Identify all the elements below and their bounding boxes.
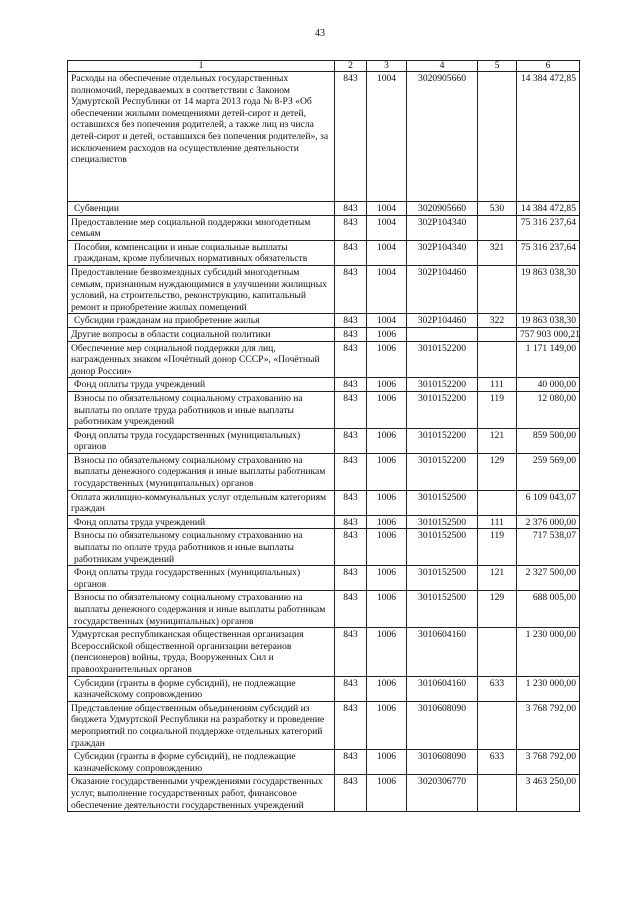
- row-ministry-code: 843: [335, 327, 367, 341]
- row-amount: 3 768 792,00: [517, 750, 580, 775]
- row-section-code: 1006: [367, 515, 407, 529]
- row-description: Другие вопросы в области социальной политики: [68, 327, 335, 341]
- row-description: Представление общественным объединениям субсидий из бюджета Удмуртской Республики на разработку и проведение мероприятий по социальной поддержке отдельных категорий граждан: [68, 701, 335, 749]
- row-description: Субсидии (гранты в форме субсидий), не подлежащие казначейскому сопровождению: [68, 750, 335, 775]
- row-expense-type: 633: [478, 676, 517, 701]
- page-number: 43: [315, 28, 325, 39]
- row-amount: 717 538,07: [517, 529, 580, 566]
- row-expense-type: 119: [478, 391, 517, 428]
- row-section-code: 1004: [367, 215, 407, 240]
- row-expense-type: 129: [478, 591, 517, 628]
- table-row: [68, 391, 580, 428]
- row-target-code: 3010152500: [407, 591, 478, 628]
- row-amount: 14 384 472,85: [517, 202, 580, 216]
- row-amount: 40 000,00: [517, 378, 580, 392]
- row-section-code: 1006: [367, 453, 407, 490]
- row-target-code: 3020905660: [407, 72, 478, 202]
- row-section-code: 1004: [367, 265, 407, 313]
- table-row: [68, 215, 580, 240]
- row-description: Оказание государственными учреждениями государственных услуг, выполнение государственных работ, финансовое обеспечение деятельности государственных учреждений: [68, 775, 335, 812]
- row-section-code: 1006: [367, 628, 407, 676]
- row-target-code: [407, 327, 478, 341]
- row-ministry-code: 843: [335, 314, 367, 328]
- row-amount: 14 384 472,85: [517, 72, 580, 202]
- row-expense-type: 121: [478, 428, 517, 453]
- table-row: [68, 341, 580, 378]
- row-target-code: 3010608090: [407, 750, 478, 775]
- row-target-code: 302Р104460: [407, 265, 478, 313]
- row-section-code: 1006: [367, 490, 407, 515]
- table-row: [68, 327, 580, 341]
- row-amount: 2 376 000,00: [517, 515, 580, 529]
- row-description: Расходы на обеспечение отдельных государственных полномочий, передаваемых в соответствии с Законом Удмуртской Республики от 14 марта 2013 года № 8-РЗ «Об обеспечении жилыми помещениями детей-сирот и детей, оставшихся без попечения родителей, а также лиц из числа детей-сирот и детей, оставшихся без попечения родителей», за исключением расходов на осуществление деятельности специалистов: [68, 72, 335, 202]
- row-expense-type: [478, 265, 517, 313]
- header-cell: 1: [68, 61, 335, 72]
- row-description: Предоставление мер социальной поддержки многодетным семьям: [68, 215, 335, 240]
- table-row: [68, 378, 580, 392]
- row-description: Взносы по обязательному социальному страхованию на выплаты по оплате труда работников и иные выплаты работникам учреждений: [68, 529, 335, 566]
- row-target-code: 3010152200: [407, 453, 478, 490]
- table-row: [68, 490, 580, 515]
- table-row: [68, 202, 580, 216]
- row-target-code: 3010604160: [407, 676, 478, 701]
- row-amount: 19 863 038,30: [517, 265, 580, 313]
- row-section-code: 1006: [367, 676, 407, 701]
- row-ministry-code: 843: [335, 750, 367, 775]
- row-expense-type: 119: [478, 529, 517, 566]
- row-expense-type: [478, 701, 517, 749]
- row-section-code: 1006: [367, 327, 407, 341]
- header-cell: 6: [517, 61, 580, 72]
- row-ministry-code: 843: [335, 676, 367, 701]
- row-amount: 259 569,00: [517, 453, 580, 490]
- row-section-code: 1006: [367, 391, 407, 428]
- table-row: [68, 628, 580, 676]
- row-section-code: 1006: [367, 341, 407, 378]
- row-section-code: 1006: [367, 566, 407, 591]
- row-expense-type: [478, 215, 517, 240]
- header-cell: 4: [407, 61, 478, 72]
- row-section-code: 1004: [367, 314, 407, 328]
- row-description: Оплата жилищно-коммунальных услуг отдельным категориям граждан: [68, 490, 335, 515]
- table-row: [68, 314, 580, 328]
- row-description: Субвенции: [68, 202, 335, 216]
- row-ministry-code: 843: [335, 490, 367, 515]
- row-expense-type: 321: [478, 240, 517, 265]
- row-description: Субсидии (гранты в форме субсидий), не подлежащие казначейскому сопровождению: [68, 676, 335, 701]
- row-description: Удмуртская республиканская общественная организация Всероссийской общественной организации ветеранов (пенсионеров) войны, труда, Вооруженных Сил и правоохранительных органов: [68, 628, 335, 676]
- row-target-code: 3010152200: [407, 341, 478, 378]
- row-section-code: 1006: [367, 428, 407, 453]
- row-ministry-code: 843: [335, 591, 367, 628]
- row-description: Взносы по обязательному социальному страхованию на выплаты денежного содержания и иные выплаты работникам государственных (муниципальных) органов: [68, 591, 335, 628]
- row-target-code: 3010608090: [407, 701, 478, 749]
- row-amount: 75 316 237,64: [517, 215, 580, 240]
- table-body: [68, 72, 580, 812]
- row-target-code: 302Р104340: [407, 215, 478, 240]
- row-description: Предоставление безвозмездных субсидий многодетным семьям, признанным нуждающимися в улучшении жилищных условий, на строительство, реконструкцию, капитальный ремонт и приобретение жилых помещений: [68, 265, 335, 313]
- row-target-code: 3010152200: [407, 378, 478, 392]
- row-ministry-code: 843: [335, 453, 367, 490]
- table-row: [68, 453, 580, 490]
- row-ministry-code: 843: [335, 72, 367, 202]
- row-ministry-code: 843: [335, 378, 367, 392]
- row-ministry-code: 843: [335, 240, 367, 265]
- row-target-code: 302Р104460: [407, 314, 478, 328]
- header-cell: 3: [367, 61, 407, 72]
- row-description: Взносы по обязательному социальному страхованию на выплаты денежного содержания и иные выплаты работникам государственных (муниципальных) органов: [68, 453, 335, 490]
- row-description: Фонд оплаты труда учреждений: [68, 515, 335, 529]
- row-expense-type: 111: [478, 515, 517, 529]
- row-expense-type: 111: [478, 378, 517, 392]
- table-row: [68, 591, 580, 628]
- row-amount: 19 863 038,30: [517, 314, 580, 328]
- row-expense-type: [478, 775, 517, 812]
- row-expense-type: [478, 327, 517, 341]
- row-amount: 859 500,00: [517, 428, 580, 453]
- row-target-code: 3010152200: [407, 391, 478, 428]
- row-expense-type: [478, 72, 517, 202]
- row-amount: 6 109 043,07: [517, 490, 580, 515]
- table-row: [68, 72, 580, 202]
- row-description: Фонд оплаты труда государственных (муниципальных) органов: [68, 428, 335, 453]
- row-description: Фонд оплаты труда учреждений: [68, 378, 335, 392]
- table-row: [68, 428, 580, 453]
- table-row: [68, 240, 580, 265]
- table-row: [68, 750, 580, 775]
- row-section-code: 1006: [367, 529, 407, 566]
- header-row: [68, 61, 580, 72]
- row-target-code: 3010604160: [407, 628, 478, 676]
- table-row: [68, 676, 580, 701]
- row-target-code: 3020905660: [407, 202, 478, 216]
- row-expense-type: [478, 628, 517, 676]
- row-target-code: 3010152500: [407, 515, 478, 529]
- row-expense-type: 121: [478, 566, 517, 591]
- row-amount: 12 080,00: [517, 391, 580, 428]
- header-cell: 2: [335, 61, 367, 72]
- row-target-code: 3010152500: [407, 490, 478, 515]
- row-description: Фонд оплаты труда государственных (муниципальных) органов: [68, 566, 335, 591]
- row-ministry-code: 843: [335, 529, 367, 566]
- table-row: [68, 775, 580, 812]
- row-expense-type: 633: [478, 750, 517, 775]
- row-section-code: 1004: [367, 240, 407, 265]
- row-section-code: 1006: [367, 378, 407, 392]
- row-amount: 757 903 000,21: [517, 327, 580, 341]
- row-description: Пособия, компенсации и иные социальные выплаты гражданам, кроме публичных нормативных обязательств: [68, 240, 335, 265]
- row-amount: 1 230 000,00: [517, 628, 580, 676]
- row-target-code: 3010152500: [407, 566, 478, 591]
- budget-table: [67, 60, 580, 812]
- row-target-code: 3010152500: [407, 529, 478, 566]
- row-section-code: 1006: [367, 775, 407, 812]
- row-ministry-code: 843: [335, 628, 367, 676]
- row-amount: 75 316 237,64: [517, 240, 580, 265]
- row-ministry-code: 843: [335, 265, 367, 313]
- row-ministry-code: 843: [335, 566, 367, 591]
- row-description: Взносы по обязательному социальному страхованию на выплаты по оплате труда работников и иные выплаты работникам учреждений: [68, 391, 335, 428]
- row-amount: 3 768 792,00: [517, 701, 580, 749]
- row-amount: 1 230 000,00: [517, 676, 580, 701]
- row-ministry-code: 843: [335, 391, 367, 428]
- row-ministry-code: 843: [335, 775, 367, 812]
- row-expense-type: [478, 341, 517, 378]
- table-row: [68, 529, 580, 566]
- row-ministry-code: 843: [335, 515, 367, 529]
- row-ministry-code: 843: [335, 428, 367, 453]
- row-target-code: 3020306770: [407, 775, 478, 812]
- row-amount: 2 327 500,00: [517, 566, 580, 591]
- table-row: [68, 701, 580, 749]
- row-ministry-code: 843: [335, 701, 367, 749]
- row-section-code: 1006: [367, 591, 407, 628]
- row-section-code: 1004: [367, 202, 407, 216]
- row-ministry-code: 843: [335, 341, 367, 378]
- table-row: [68, 265, 580, 313]
- table-row: [68, 566, 580, 591]
- row-section-code: 1006: [367, 701, 407, 749]
- row-description: Субсидии гражданам на приобретение жилья: [68, 314, 335, 328]
- row-target-code: 3010152200: [407, 428, 478, 453]
- row-amount: 1 171 149,00: [517, 341, 580, 378]
- row-expense-type: [478, 490, 517, 515]
- row-section-code: 1004: [367, 72, 407, 202]
- row-expense-type: 530: [478, 202, 517, 216]
- row-amount: 3 463 250,00: [517, 775, 580, 812]
- row-target-code: 302Р104340: [407, 240, 478, 265]
- row-section-code: 1006: [367, 750, 407, 775]
- table-row: [68, 515, 580, 529]
- row-ministry-code: 843: [335, 202, 367, 216]
- row-amount: 688 005,00: [517, 591, 580, 628]
- row-expense-type: 322: [478, 314, 517, 328]
- header-cell: 5: [478, 61, 517, 72]
- row-expense-type: 129: [478, 453, 517, 490]
- row-description: Обеспечение мер социальной поддержки для лиц, награжденных знаком «Почётный донор СССР», «Почётный донор России»: [68, 341, 335, 378]
- row-ministry-code: 843: [335, 215, 367, 240]
